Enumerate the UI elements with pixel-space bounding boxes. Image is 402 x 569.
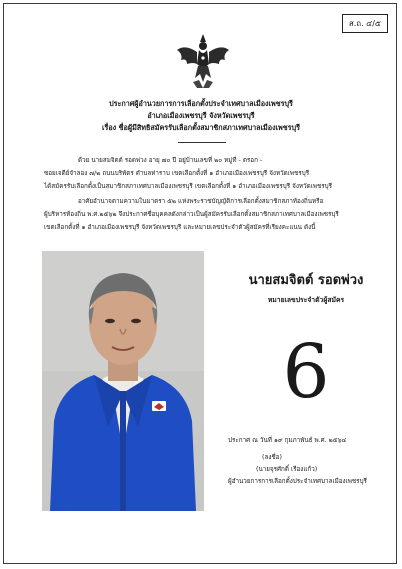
candidate-name: นายสมจิตต์ รอดพ่วง: [248, 273, 364, 288]
body-p1-line1: ด้วย นายสมจิตต์ รอดพ่วง อายุ ๗๐ ปี อยู่บ้านเลขที่ ๒๐ หมู่ที่ - ตรอก -: [78, 157, 263, 164]
announcement-date: ประกาศ ณ วันที่ ๑๙ กุมภาพันธ์ พ.ศ. ๒๕๖๔: [228, 437, 347, 444]
body-p2-line1: อาศัยอำนาจตามความในมาตรา ๕๒ แห่งพระราชบัญญัติการเลือกตั้งสมาชิกสภาท้องถิ่นหรือ: [78, 198, 324, 205]
body-p1-line2: ซอยเจดีย์จำลอง ๗/๒ ถนนบริพัตร ตำบลท่าราบ เขตเลือกตั้งที่ ๑ อำเภอเมืองเพชรบุรี จังหวัดเพชรบุรี: [44, 170, 310, 177]
form-code: ส.ถ. ๔/๕: [342, 14, 388, 33]
signature-label: (ลงชื่อ): [262, 454, 282, 461]
signatory-title: ผู้อำนวยการการเลือกตั้งประจำเทศบาลเมืองเพชรบุรี: [228, 478, 367, 485]
garuda-emblem-icon: [175, 30, 231, 92]
signatory-name: (นายจุรศักดิ์ เรืองแก้ว): [256, 466, 318, 473]
candidate-number: 6: [282, 329, 330, 415]
candidate-number-label: หมายเลขประจำตัวผู้สมัคร: [267, 296, 345, 304]
body-p1-line3: ได้สมัครรับเลือกตั้งเป็นสมาชิกสภาเทศบาลเมืองเพชรบุรี เขตเลือกตั้งที่ ๑ อำเภอเมืองเพชรบุรี จังหวัดเพชรบุรี: [44, 183, 333, 190]
header-line-1: ประกาศผู้อำนวยการการเลือกตั้งประจำเทศบาลเมืองเพชรบุรี: [109, 99, 293, 108]
header-line-3: เรื่อง ชื่อผู้มีสิทธิสมัครรับเลือกตั้งสมาชิกสภาเทศบาลเมืองเพชรบุรี: [102, 123, 300, 132]
candidate-photo: [42, 251, 204, 511]
header-line-2: อำเภอเมืองเพชรบุรี จังหวัดเพชรบุรี: [147, 111, 255, 120]
body-p2-line3: เขตเลือกตั้งที่ ๑ อำเภอเมืองเพชรบุรี จังหวัดเพชรบุรี และหมายเลขประจำตัวผู้สมัครที่เรียงคะแนน ดังนี้: [44, 224, 316, 231]
body-p2-line2: ผู้บริหารท้องถิ่น พ.ศ.๒๕๖๒ จึงประกาศชื่อบุคคลดังกล่าวเป็นผู้สมัครรับเลือกตั้งสมาชิกสภาเทศบาลเมืองเพชรบุรี: [44, 211, 339, 218]
header-divider: [178, 142, 226, 143]
